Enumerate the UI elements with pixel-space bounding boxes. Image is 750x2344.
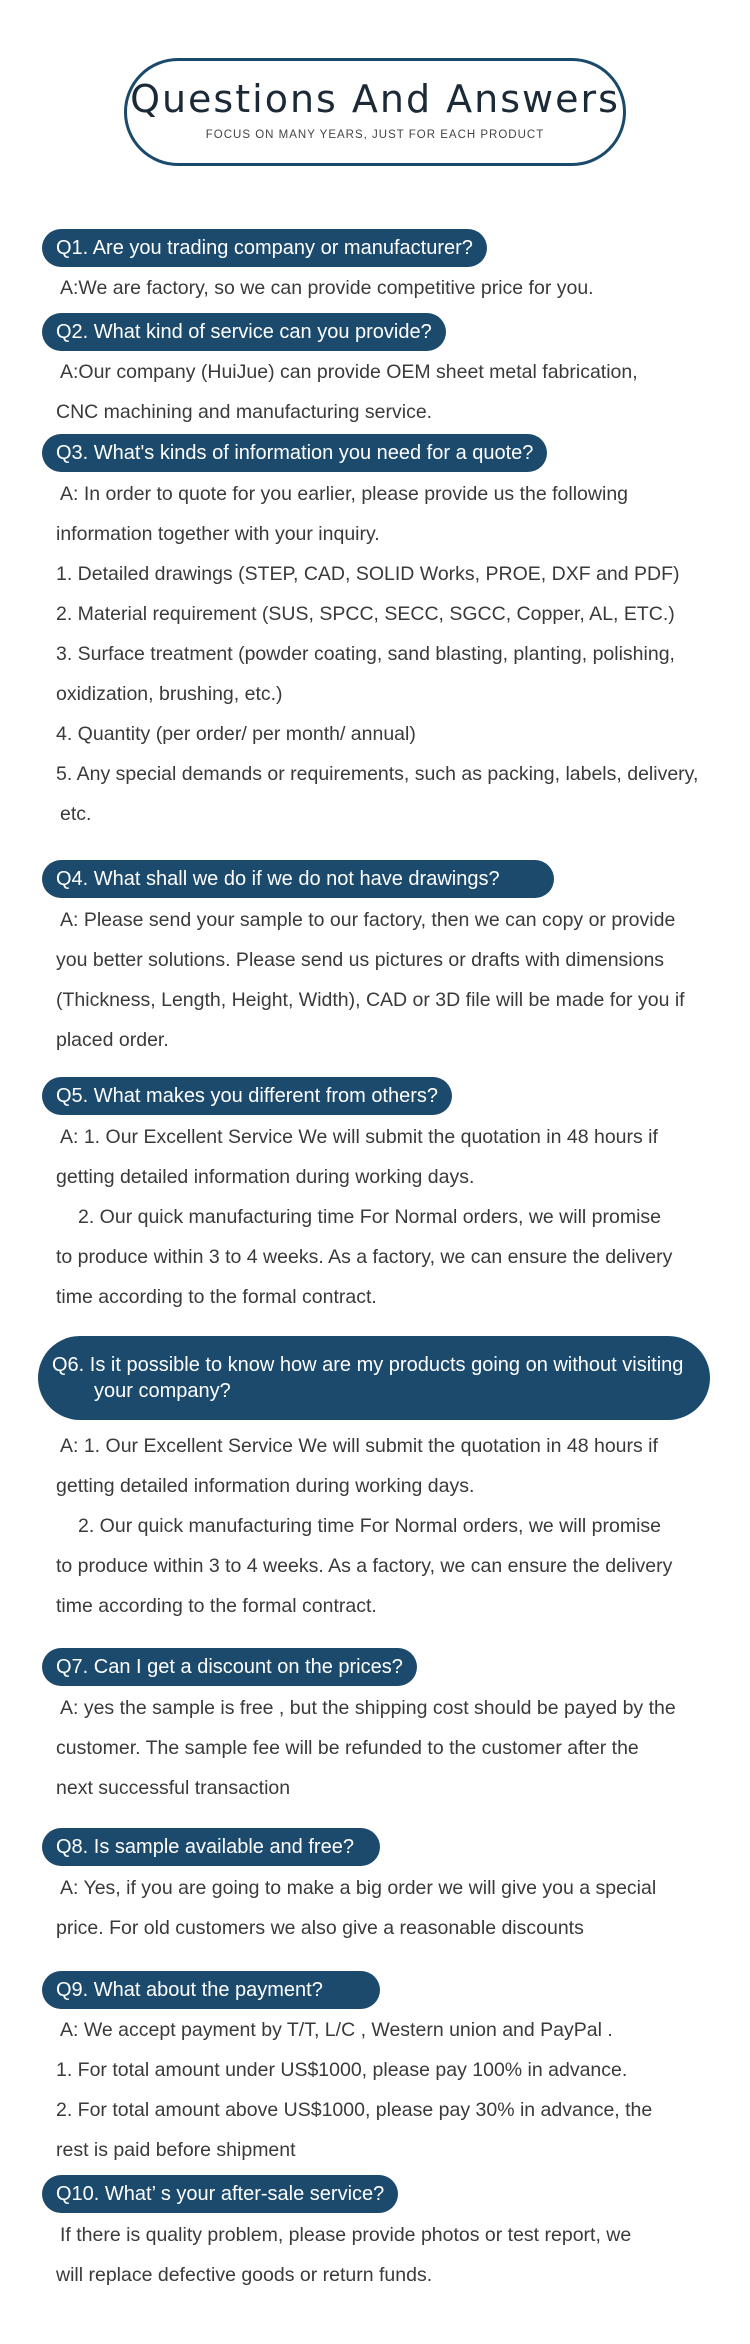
answer-line: A: 1. Our Excellent Service We will submit the quotation in 48 hours if bbox=[60, 1435, 658, 1457]
answer-line: A: Please send your sample to our factory, then we can copy or provide bbox=[60, 909, 676, 931]
page-title: Questions And Answers bbox=[130, 77, 620, 121]
question-1: Q1. Are you trading company or manufacturer? bbox=[42, 229, 487, 267]
question-5: Q5. What makes you different from others? bbox=[42, 1077, 452, 1115]
answer-9 bbox=[56, 2010, 740, 2170]
answer-line: 2. For total amount above US$1000, please pay 30% in advance, the bbox=[56, 2099, 653, 2121]
answer-line: price. For old customers we also give a reasonable discounts bbox=[56, 1917, 584, 1939]
answer-line: A: yes the sample is free , but the shipping cost should be payed by the bbox=[60, 1697, 676, 1719]
question-6-line-2: your company? bbox=[94, 1380, 231, 1402]
answer-line: A: In order to quote for you earlier, please provide us the following bbox=[60, 483, 629, 505]
answer-line: 2. Material requirement (SUS, SPCC, SECC, SGCC, Copper, AL, ETC.) bbox=[56, 603, 675, 625]
question-7: Q7. Can I get a discount on the prices? bbox=[42, 1648, 417, 1686]
answer-line: getting detailed information during working days. bbox=[56, 1166, 475, 1188]
answer-line: A: We accept payment by T/T, L/C , Western union and PayPal . bbox=[60, 2019, 613, 2041]
answer-4 bbox=[56, 900, 740, 1060]
answer-line: CNC machining and manufacturing service. bbox=[56, 401, 433, 423]
answer-line: A: Yes, if you are going to make a big order we will give you a special bbox=[60, 1877, 657, 1899]
answer-line: If there is quality problem, please provide photos or test report, we bbox=[60, 2224, 632, 2246]
answer-line: 3. Surface treatment (powder coating, sand blasting, planting, polishing, bbox=[56, 643, 675, 665]
question-6-line-1: Q6. Is it possible to know how are my products going on without visiting bbox=[52, 1354, 684, 1376]
page-subtitle: FOCUS ON MANY YEARS, JUST FOR EACH PRODUCT bbox=[205, 129, 545, 141]
answer-line: to produce within 3 to 4 weeks. As a factory, we can ensure the delivery bbox=[56, 1246, 673, 1268]
question-2: Q2. What kind of service can you provide? bbox=[42, 313, 446, 351]
question-8: Q8. Is sample available and free? bbox=[42, 1828, 380, 1866]
answer-10 bbox=[56, 2215, 740, 2295]
answer-6 bbox=[56, 1426, 740, 1626]
answer-line: customer. The sample fee will be refunded to the customer after the bbox=[56, 1737, 639, 1759]
answer-7 bbox=[56, 1688, 740, 1808]
question-4: Q4. What shall we do if we do not have drawings? bbox=[42, 860, 554, 898]
answer-line: A: 1. Our Excellent Service We will submit the quotation in 48 hours if bbox=[60, 1126, 658, 1148]
answer-line: rest is paid before shipment bbox=[56, 2139, 296, 2161]
answer-5 bbox=[56, 1117, 740, 1317]
answer-line: 2. Our quick manufacturing time For Normal orders, we will promise bbox=[78, 1206, 662, 1228]
question-3: Q3. What's kinds of information you need for a quote? bbox=[42, 434, 547, 472]
answer-line: to produce within 3 to 4 weeks. As a factory, we can ensure the delivery bbox=[56, 1555, 673, 1577]
question-6 bbox=[38, 1336, 710, 1420]
answer-line: time according to the formal contract. bbox=[56, 1286, 377, 1308]
answer-1 bbox=[56, 268, 740, 308]
question-9: Q9. What about the payment? bbox=[42, 1971, 380, 2009]
answer-line: will replace defective goods or return funds. bbox=[56, 2264, 433, 2286]
answer-line: next successful transaction bbox=[56, 1777, 291, 1799]
answer-8 bbox=[56, 1868, 740, 1948]
answer-line: A:We are factory, so we can provide competitive price for you. bbox=[60, 277, 594, 299]
answer-line: 2. Our quick manufacturing time For Normal orders, we will promise bbox=[78, 1515, 662, 1537]
answer-line: (Thickness, Length, Height, Width), CAD or 3D file will be made for you if bbox=[56, 989, 685, 1011]
answer-line: 5. Any special demands or requirements, such as packing, labels, delivery, bbox=[56, 763, 699, 785]
answer-2 bbox=[56, 352, 740, 432]
answer-line: 1. Detailed drawings (STEP, CAD, SOLID Works, PROE, DXF and PDF) bbox=[56, 563, 680, 585]
answer-line: placed order. bbox=[56, 1029, 169, 1051]
question-10: Q10. What’ s your after-sale service? bbox=[42, 2175, 398, 2213]
page-header bbox=[124, 58, 626, 166]
answer-line: 4. Quantity (per order/ per month/ annual) bbox=[56, 723, 416, 745]
answer-line: time according to the formal contract. bbox=[56, 1595, 377, 1617]
answer-line: getting detailed information during working days. bbox=[56, 1475, 475, 1497]
answer-line: you better solutions. Please send us pictures or drafts with dimensions bbox=[56, 949, 665, 971]
answer-line: etc. bbox=[60, 803, 92, 825]
answer-3 bbox=[56, 474, 740, 834]
answer-line: 1. For total amount under US$1000, please pay 100% in advance. bbox=[56, 2059, 628, 2081]
answer-line: information together with your inquiry. bbox=[56, 523, 380, 545]
answer-line: A:Our company (HuiJue) can provide OEM sheet metal fabrication, bbox=[60, 361, 638, 383]
answer-line: oxidization, brushing, etc.) bbox=[56, 683, 283, 705]
